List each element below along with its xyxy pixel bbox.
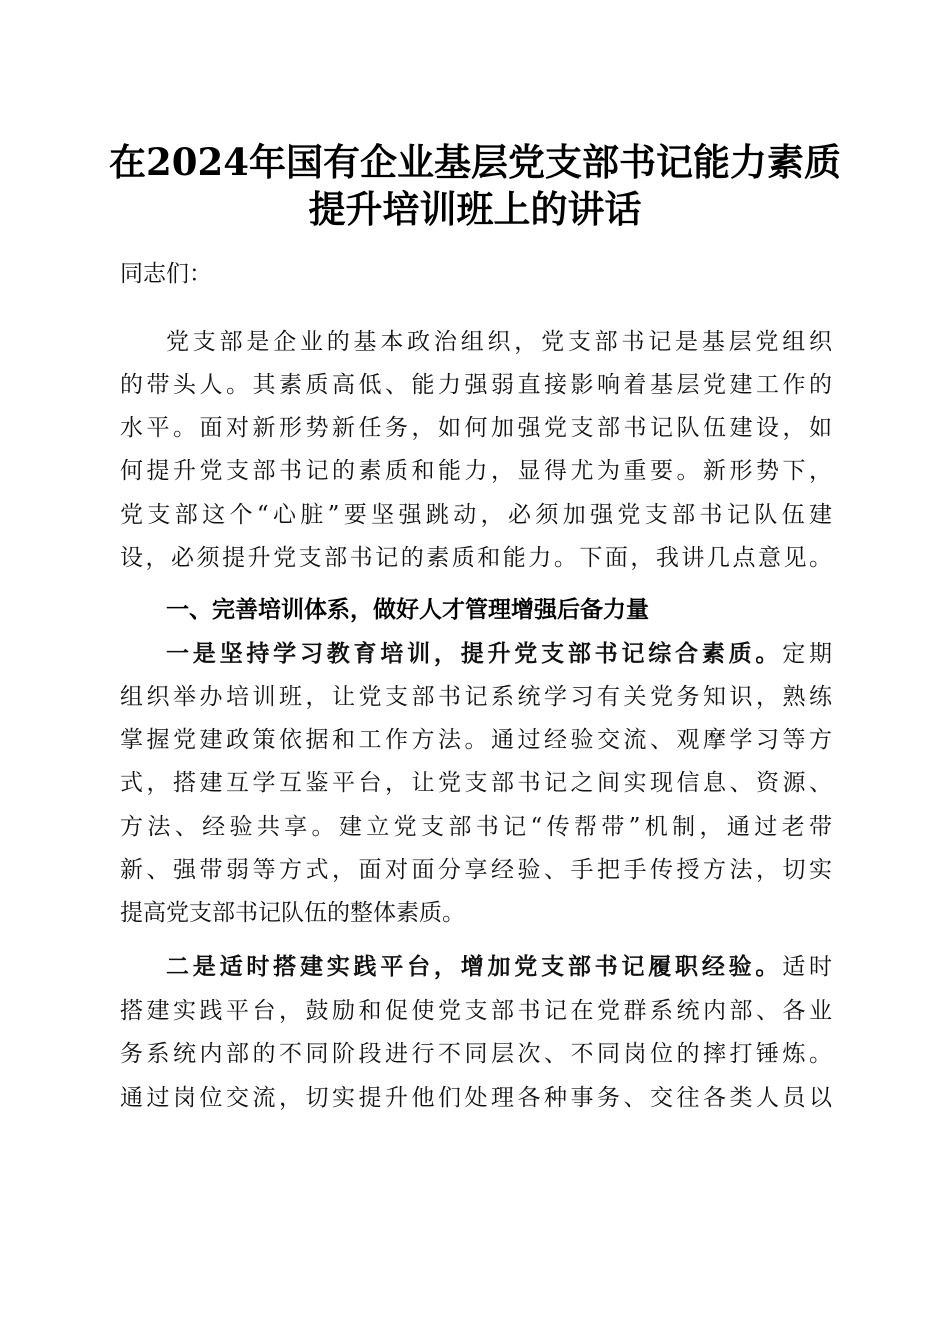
title-line-1: 在2024年国有企业基层党支部书记能力素质 <box>109 140 841 184</box>
point-1-line-3: 掌握党建政策依据和工作方法。通过经验交流、观摩学习等方 <box>120 727 832 753</box>
point-2-first-line <box>166 949 832 985</box>
point-1-lead-rest: 定期 <box>782 641 833 667</box>
point-1-first-line <box>166 636 832 672</box>
point-2-lead-rest: 适时 <box>782 954 833 980</box>
point-1-line-6: 新、强带弱等方式，面对面分享经验、手把手传授方法，切实 <box>120 857 832 883</box>
intro-line-1: 党支部是企业的基本政治组织，党支部书记是基层党组织 <box>166 329 832 355</box>
point-1-line-7: 提高党支部书记队伍的整体素质。 <box>120 900 465 926</box>
point-2-line-2: 搭建实践平台，鼓励和促使党支部书记在党群系统内部、各业 <box>120 998 832 1024</box>
intro-line-2: 的带头人。其素质高低、能力强弱直接影响着基层党建工作的 <box>120 372 832 398</box>
title-line-2: 提升培训班上的讲话 <box>308 187 642 231</box>
intro-line-3: 水平。面对新形势新任务，如何加强党支部书记队伍建设，如 <box>120 415 832 441</box>
point-2-line-4: 通过岗位交流，切实提升他们处理各种事务、交往各类人员以 <box>120 1085 832 1111</box>
point-1-lead: 一是坚持学习教育培训，提升党支部书记综合素质。 <box>166 640 783 667</box>
point-2-lead: 二是适时搭建实践平台，增加党支部书记履职经验。 <box>166 953 783 980</box>
section-1-heading: 一、完善培训体系，做好人才管理增强后备力量 <box>166 597 649 623</box>
intro-line-6: 设，必须提升党支部书记的素质和能力。下面，我讲几点意见。 <box>120 545 832 571</box>
point-1-line-5: 方法、经验共享。建立党支部书记“传帮带”机制，通过老带 <box>120 814 832 840</box>
point-1-line-4: 式，搭建互学互鉴平台，让党支部书记之间实现信息、资源、 <box>120 770 832 796</box>
point-1-line-2: 组织举办培训班，让党支部书记系统学习有关党务知识，熟练 <box>120 684 832 710</box>
intro-line-5: 党支部这个“心脏”要坚强跳动，必须加强党支部书记队伍建 <box>120 502 832 528</box>
greeting: 同志们： <box>120 261 212 287</box>
point-2-line-3: 务系统内部的不同阶段进行不同层次、不同岗位的摔打锤炼。 <box>120 1041 832 1067</box>
intro-line-4: 何提升党支部书记的素质和能力，显得尤为重要。新形势下， <box>120 458 832 484</box>
